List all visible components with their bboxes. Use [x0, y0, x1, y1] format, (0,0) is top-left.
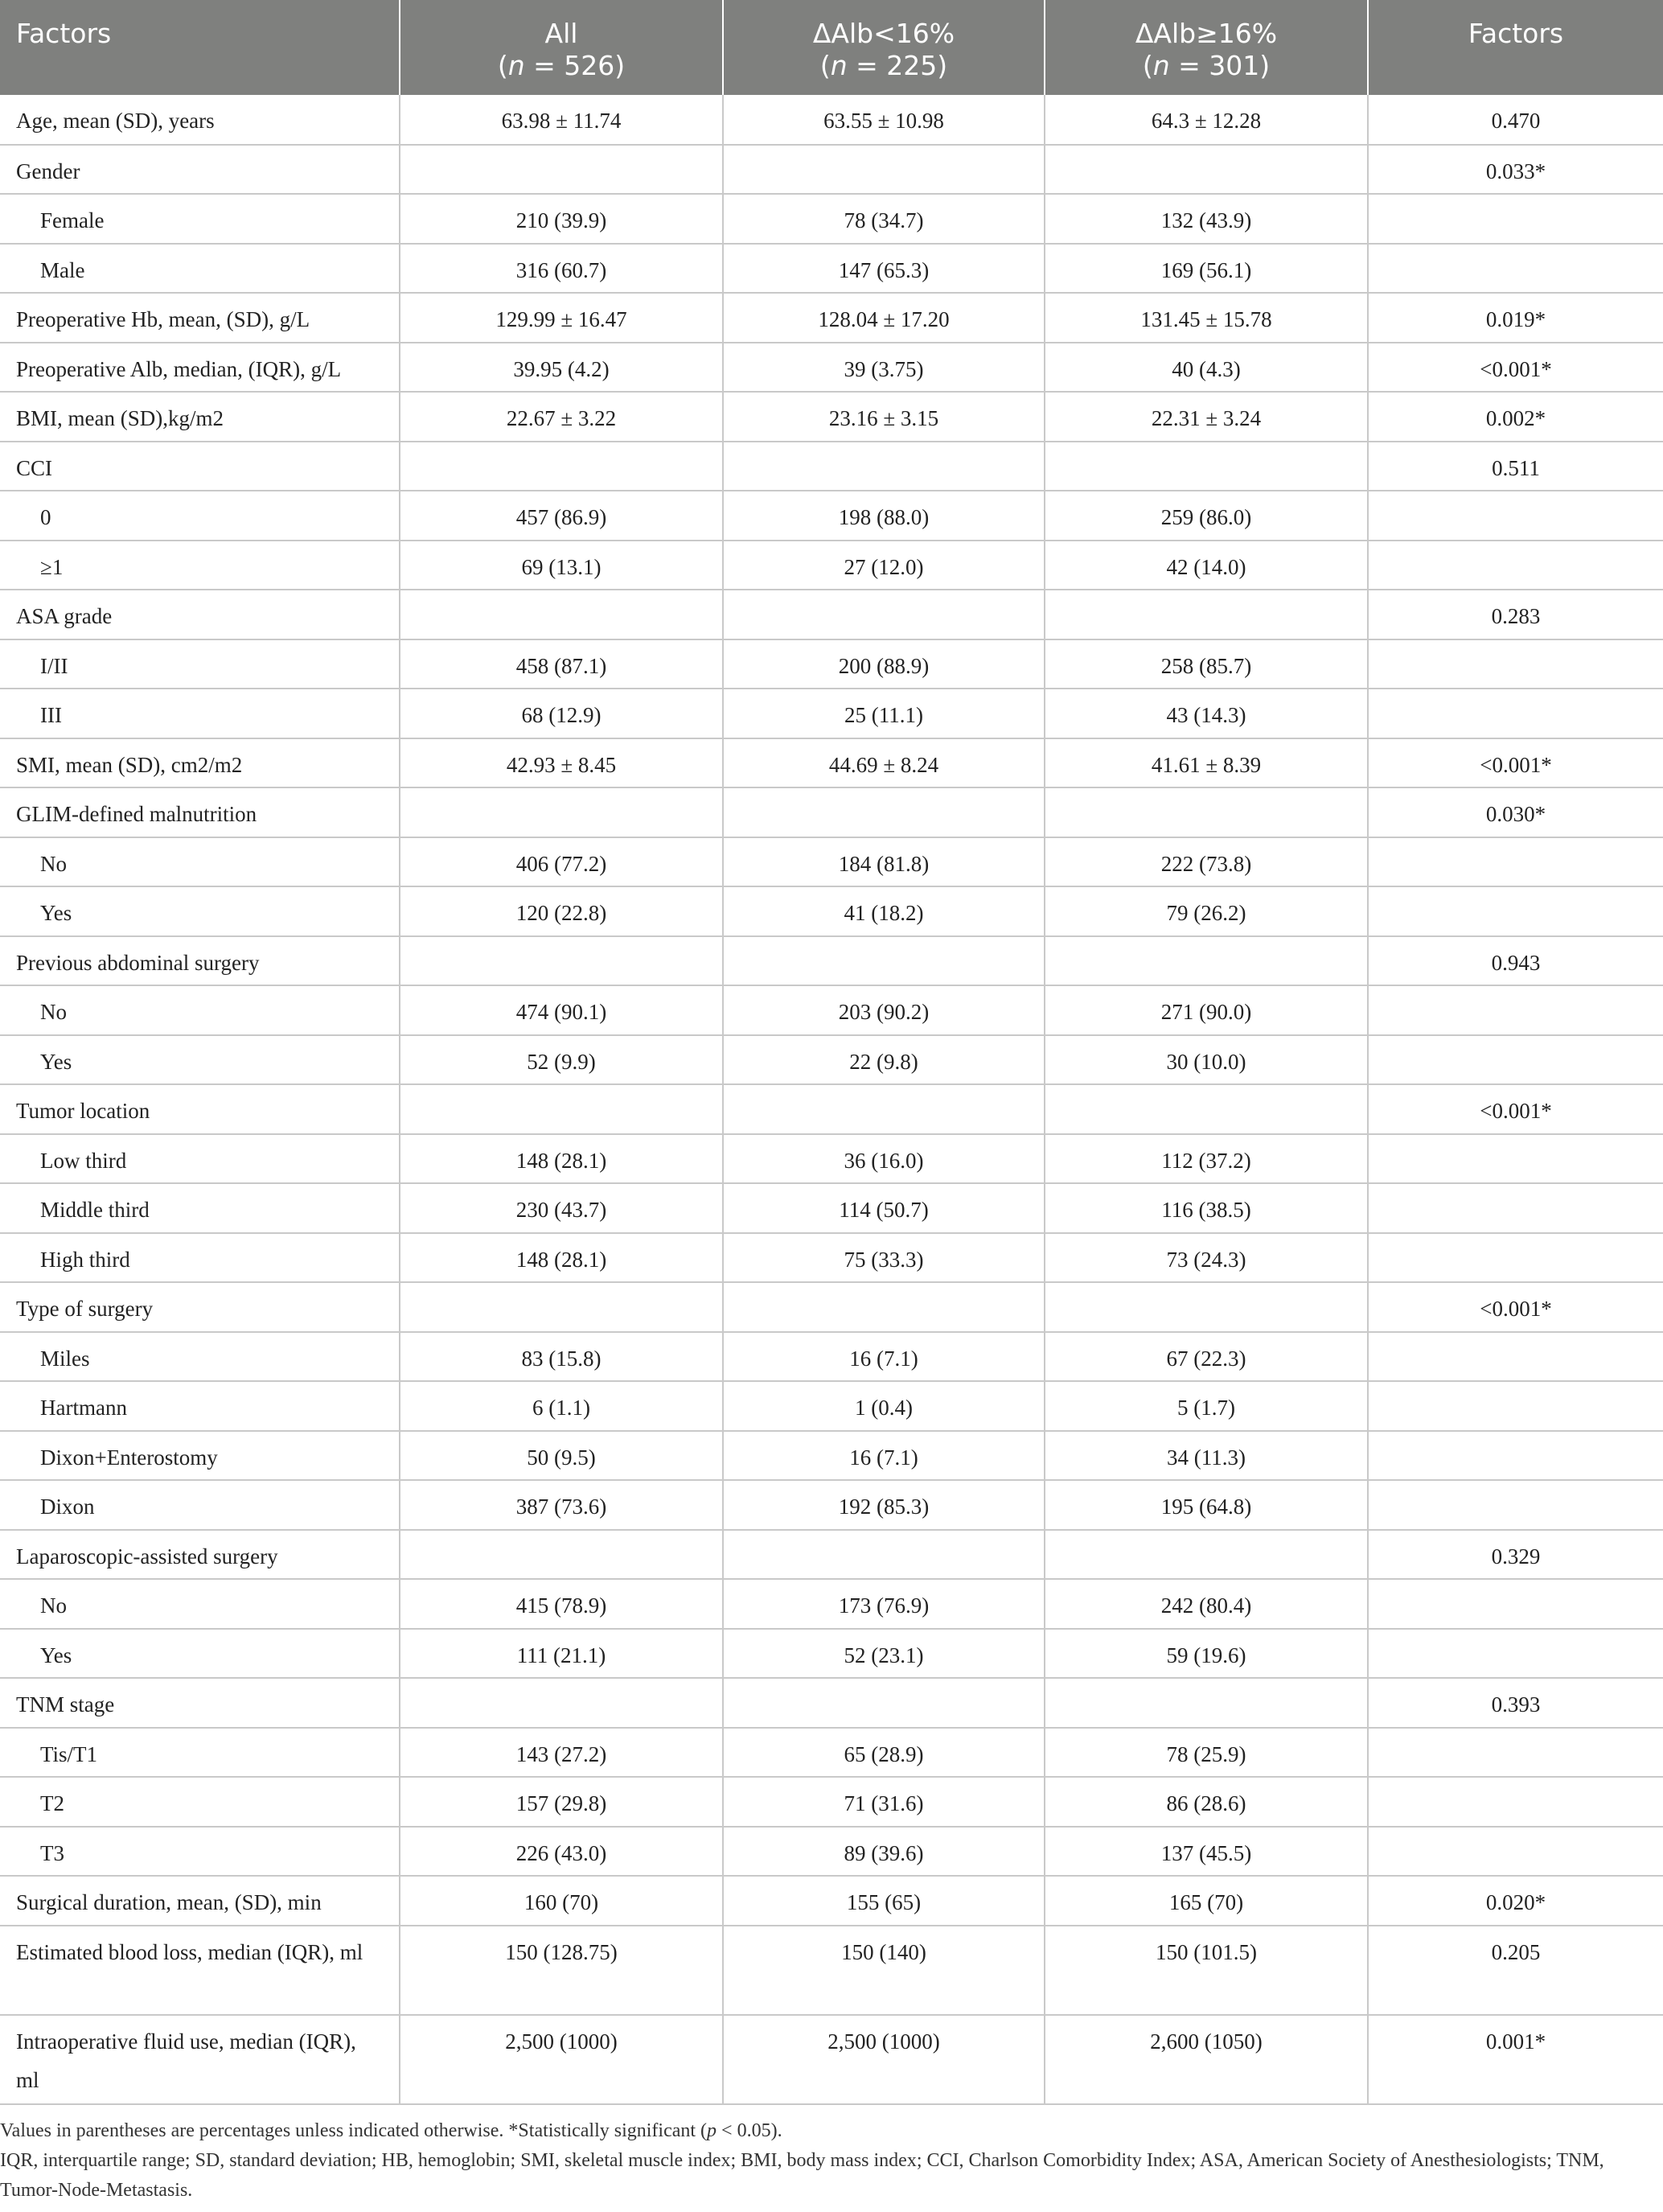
p-value-cell: [1368, 1134, 1663, 1184]
p-value-cell: 0.205: [1368, 1926, 1663, 2015]
all-cell: 230 (43.7): [400, 1183, 723, 1233]
p-value-cell: [1368, 1480, 1663, 1530]
table-row: [0, 1084, 1663, 1134]
dalb-lt16-cell: 36 (16.0): [723, 1134, 1045, 1184]
table-row: [0, 392, 1663, 442]
table-row: [0, 541, 1663, 590]
table-row: [0, 886, 1663, 936]
all-cell: 148 (28.1): [400, 1233, 723, 1283]
table-row: [0, 1431, 1663, 1481]
p-value-cell: 0.393: [1368, 1678, 1663, 1728]
all-cell: 120 (22.8): [400, 886, 723, 936]
dalb-lt16-cell: 63.55 ± 10.98: [723, 95, 1045, 145]
dalb-ge16-cell: 34 (11.3): [1045, 1431, 1368, 1481]
header-all: All (n = 526): [400, 0, 723, 95]
factor-cell: ASA grade: [0, 590, 400, 639]
factor-cell: Age, mean (SD), years: [0, 95, 400, 145]
dalb-ge16-cell: 131.45 ± 15.78: [1045, 293, 1368, 343]
p-value-cell: [1368, 886, 1663, 936]
header-factors: Factors: [0, 0, 400, 95]
all-cell: 415 (78.9): [400, 1579, 723, 1629]
factor-cell: Dixon+Enterostomy: [0, 1431, 400, 1481]
factor-cell: SMI, mean (SD), cm2/m2: [0, 738, 400, 788]
dalb-lt16-cell: [723, 590, 1045, 639]
factor-cell: TNM stage: [0, 1678, 400, 1728]
dalb-lt16-cell: [723, 787, 1045, 837]
dalb-ge16-cell: 165 (70): [1045, 1876, 1368, 1926]
p-value-cell: 0.020*: [1368, 1876, 1663, 1926]
dalb-lt16-cell: 2,500 (1000): [723, 2015, 1045, 2104]
factor-cell: ≥1: [0, 541, 400, 590]
p-value-cell: [1368, 1233, 1663, 1283]
p-value-cell: [1368, 639, 1663, 689]
dalb-ge16-cell: 42 (14.0): [1045, 541, 1368, 590]
all-cell: 68 (12.9): [400, 689, 723, 738]
all-cell: 50 (9.5): [400, 1431, 723, 1481]
dalb-lt16-cell: [723, 936, 1045, 986]
dalb-ge16-cell: [1045, 590, 1368, 639]
factor-cell: I/II: [0, 639, 400, 689]
header-dalb-lt16: ΔAlb<16% (n = 225): [723, 0, 1045, 95]
factor-cell: Yes: [0, 886, 400, 936]
dalb-lt16-cell: 147 (65.3): [723, 244, 1045, 294]
dalb-lt16-cell: 25 (11.1): [723, 689, 1045, 738]
table-row: [0, 1579, 1663, 1629]
table-row: [0, 1876, 1663, 1926]
table-row: [0, 1678, 1663, 1728]
all-cell: 39.95 (4.2): [400, 343, 723, 393]
factor-cell: Preoperative Hb, mean, (SD), g/L: [0, 293, 400, 343]
p-value-cell: [1368, 1777, 1663, 1827]
factor-cell: Low third: [0, 1134, 400, 1184]
dalb-ge16-cell: 67 (22.3): [1045, 1332, 1368, 1382]
p-value-cell: [1368, 1332, 1663, 1382]
all-cell: 406 (77.2): [400, 837, 723, 887]
all-cell: 69 (13.1): [400, 541, 723, 590]
table-row: [0, 244, 1663, 294]
all-cell: [400, 787, 723, 837]
all-cell: 6 (1.1): [400, 1381, 723, 1431]
p-value-cell: [1368, 541, 1663, 590]
dalb-ge16-cell: 116 (38.5): [1045, 1183, 1368, 1233]
p-value-cell: [1368, 1381, 1663, 1431]
dalb-lt16-cell: 155 (65): [723, 1876, 1045, 1926]
dalb-lt16-cell: [723, 145, 1045, 195]
table-row: [0, 442, 1663, 491]
dalb-ge16-cell: 112 (37.2): [1045, 1134, 1368, 1184]
factor-cell: Surgical duration, mean, (SD), min: [0, 1876, 400, 1926]
dalb-lt16-cell: 128.04 ± 17.20: [723, 293, 1045, 343]
factor-cell: No: [0, 985, 400, 1035]
all-cell: 150 (128.75): [400, 1926, 723, 2015]
table-row: [0, 1282, 1663, 1332]
factor-cell: No: [0, 1579, 400, 1629]
table-row: [0, 1332, 1663, 1382]
table-row: [0, 293, 1663, 343]
dalb-ge16-cell: [1045, 145, 1368, 195]
p-value-cell: [1368, 1728, 1663, 1778]
all-cell: 2,500 (1000): [400, 2015, 723, 2104]
table-row: [0, 1183, 1663, 1233]
dalb-ge16-cell: 78 (25.9): [1045, 1728, 1368, 1778]
all-cell: 210 (39.9): [400, 194, 723, 244]
dalb-lt16-cell: 65 (28.9): [723, 1728, 1045, 1778]
dalb-lt16-cell: 78 (34.7): [723, 194, 1045, 244]
all-cell: [400, 590, 723, 639]
dalb-lt16-cell: 1 (0.4): [723, 1381, 1045, 1431]
factor-cell: T3: [0, 1827, 400, 1877]
dalb-ge16-cell: [1045, 787, 1368, 837]
p-value-cell: [1368, 194, 1663, 244]
dalb-lt16-cell: 22 (9.8): [723, 1035, 1045, 1085]
p-value-cell: 0.033*: [1368, 145, 1663, 195]
dalb-ge16-cell: 41.61 ± 8.39: [1045, 738, 1368, 788]
p-value-cell: [1368, 491, 1663, 541]
factor-cell: BMI, mean (SD),kg/m2: [0, 392, 400, 442]
table-row: [0, 1530, 1663, 1580]
factor-cell: Hartmann: [0, 1381, 400, 1431]
footnote-abbreviations: IQR, interquartile range; SD, standard deviation; HB, hemoglobin; SMI, skeletal muscle index; BMI, body mass index; CCI, Charlson Comorbidity Index; ASA, American Society of Anesthesiologists; TNM, Tumor-Node-Metastasis.: [0, 2149, 1604, 2201]
all-cell: 226 (43.0): [400, 1827, 723, 1877]
all-cell: 316 (60.7): [400, 244, 723, 294]
dalb-ge16-cell: 258 (85.7): [1045, 639, 1368, 689]
p-value-cell: 0.019*: [1368, 293, 1663, 343]
all-cell: 63.98 ± 11.74: [400, 95, 723, 145]
table-row: [0, 1035, 1663, 1085]
p-value-cell: <0.001*: [1368, 343, 1663, 393]
table-row: [0, 1777, 1663, 1827]
dalb-ge16-cell: [1045, 1084, 1368, 1134]
p-value-cell: 0.329: [1368, 1530, 1663, 1580]
table-row: [0, 491, 1663, 541]
all-cell: [400, 145, 723, 195]
all-cell: [400, 1678, 723, 1728]
dalb-ge16-cell: 30 (10.0): [1045, 1035, 1368, 1085]
all-cell: 387 (73.6): [400, 1480, 723, 1530]
p-value-cell: 0.030*: [1368, 787, 1663, 837]
dalb-ge16-cell: 137 (45.5): [1045, 1827, 1368, 1877]
factor-cell: Preoperative Alb, median, (IQR), g/L: [0, 343, 400, 393]
dalb-lt16-cell: 173 (76.9): [723, 1579, 1045, 1629]
table-row: [0, 787, 1663, 837]
all-cell: [400, 1084, 723, 1134]
p-value-cell: 0.002*: [1368, 392, 1663, 442]
all-cell: 111 (21.1): [400, 1629, 723, 1679]
all-cell: [400, 936, 723, 986]
factor-cell: Yes: [0, 1035, 400, 1085]
all-cell: 457 (86.9): [400, 491, 723, 541]
factor-cell: Tis/T1: [0, 1728, 400, 1778]
table-row: [0, 194, 1663, 244]
factor-cell: No: [0, 837, 400, 887]
dalb-lt16-cell: 41 (18.2): [723, 886, 1045, 936]
dalb-ge16-cell: [1045, 936, 1368, 986]
all-cell: 143 (27.2): [400, 1728, 723, 1778]
factor-cell: Female: [0, 194, 400, 244]
p-value-cell: 0.511: [1368, 442, 1663, 491]
factor-cell: Tumor location: [0, 1084, 400, 1134]
table-row: [0, 1381, 1663, 1431]
dalb-ge16-cell: [1045, 1530, 1368, 1580]
dalb-ge16-cell: 271 (90.0): [1045, 985, 1368, 1035]
factor-cell: III: [0, 689, 400, 738]
table-row: [0, 1134, 1663, 1184]
all-cell: [400, 1530, 723, 1580]
dalb-ge16-cell: [1045, 442, 1368, 491]
dalb-ge16-cell: 73 (24.3): [1045, 1233, 1368, 1283]
all-cell: 22.67 ± 3.22: [400, 392, 723, 442]
p-value-cell: 0.001*: [1368, 2015, 1663, 2104]
dalb-ge16-cell: 132 (43.9): [1045, 194, 1368, 244]
factor-cell: Intraoperative fluid use, median (IQR), ml: [0, 2015, 400, 2104]
p-value-cell: [1368, 1579, 1663, 1629]
all-cell: 42.93 ± 8.45: [400, 738, 723, 788]
dalb-lt16-cell: [723, 1084, 1045, 1134]
dalb-lt16-cell: 150 (140): [723, 1926, 1045, 2015]
dalb-lt16-cell: 75 (33.3): [723, 1233, 1045, 1283]
dalb-lt16-cell: 16 (7.1): [723, 1332, 1045, 1382]
dalb-ge16-cell: 43 (14.3): [1045, 689, 1368, 738]
dalb-lt16-cell: 192 (85.3): [723, 1480, 1045, 1530]
all-cell: [400, 442, 723, 491]
factor-cell: Laparoscopic-assisted surgery: [0, 1530, 400, 1580]
dalb-lt16-cell: 52 (23.1): [723, 1629, 1045, 1679]
factor-cell: Middle third: [0, 1183, 400, 1233]
factor-cell: T2: [0, 1777, 400, 1827]
p-value-cell: <0.001*: [1368, 738, 1663, 788]
dalb-lt16-cell: 23.16 ± 3.15: [723, 392, 1045, 442]
table-row: [0, 95, 1663, 145]
p-value-cell: <0.001*: [1368, 1084, 1663, 1134]
dalb-ge16-cell: 150 (101.5): [1045, 1926, 1368, 2015]
dalb-lt16-cell: [723, 1530, 1045, 1580]
p-value-cell: [1368, 244, 1663, 294]
table-row: [0, 837, 1663, 887]
dalb-lt16-cell: [723, 442, 1045, 491]
p-value-cell: 0.943: [1368, 936, 1663, 986]
dalb-ge16-cell: 79 (26.2): [1045, 886, 1368, 936]
table-row: [0, 1728, 1663, 1778]
all-cell: [400, 1282, 723, 1332]
dalb-ge16-cell: 195 (64.8): [1045, 1480, 1368, 1530]
dalb-ge16-cell: [1045, 1678, 1368, 1728]
p-value-cell: [1368, 1431, 1663, 1481]
dalb-ge16-cell: 59 (19.6): [1045, 1629, 1368, 1679]
factor-cell: 0: [0, 491, 400, 541]
header-dalb-ge16: ΔAlb≥16% (n = 301): [1045, 0, 1368, 95]
dalb-ge16-cell: 2,600 (1050): [1045, 2015, 1368, 2104]
table-row: [0, 1233, 1663, 1283]
p-value-cell: [1368, 689, 1663, 738]
dalb-lt16-cell: 203 (90.2): [723, 985, 1045, 1035]
factor-cell: Type of surgery: [0, 1282, 400, 1332]
factor-cell: Gender: [0, 145, 400, 195]
all-cell: 157 (29.8): [400, 1777, 723, 1827]
dalb-lt16-cell: 184 (81.8): [723, 837, 1045, 887]
dalb-ge16-cell: 169 (56.1): [1045, 244, 1368, 294]
all-cell: 148 (28.1): [400, 1134, 723, 1184]
p-value-cell: [1368, 837, 1663, 887]
all-cell: 83 (15.8): [400, 1332, 723, 1382]
table-row: [0, 2015, 1663, 2104]
all-cell: 129.99 ± 16.47: [400, 293, 723, 343]
table-row: [0, 1926, 1663, 2015]
footnote-line-1: Values in parentheses are percentages unless indicated otherwise. *Statistically significant (p < 0.05).: [0, 2119, 782, 2141]
p-value-cell: [1368, 1629, 1663, 1679]
dalb-lt16-cell: 71 (31.6): [723, 1777, 1045, 1827]
p-value-cell: [1368, 1183, 1663, 1233]
table-header: [0, 0, 1663, 95]
dalb-ge16-cell: 222 (73.8): [1045, 837, 1368, 887]
factor-cell: Dixon: [0, 1480, 400, 1530]
p-value-cell: <0.001*: [1368, 1282, 1663, 1332]
table-row: [0, 590, 1663, 639]
table-row: [0, 1827, 1663, 1877]
factor-cell: Previous abdominal surgery: [0, 936, 400, 986]
p-value-cell: 0.470: [1368, 95, 1663, 145]
table-row: [0, 689, 1663, 738]
table-footnote: [0, 2105, 1663, 2206]
dalb-lt16-cell: 89 (39.6): [723, 1827, 1045, 1877]
dalb-lt16-cell: 16 (7.1): [723, 1431, 1045, 1481]
all-cell: 52 (9.9): [400, 1035, 723, 1085]
factor-cell: Male: [0, 244, 400, 294]
table-row: [0, 1480, 1663, 1530]
dalb-lt16-cell: 198 (88.0): [723, 491, 1045, 541]
table-row: [0, 985, 1663, 1035]
p-value-cell: [1368, 1827, 1663, 1877]
dalb-lt16-cell: 44.69 ± 8.24: [723, 738, 1045, 788]
factor-cell: Estimated blood loss, median (IQR), ml: [0, 1926, 400, 2015]
table-row: [0, 1629, 1663, 1679]
dalb-lt16-cell: [723, 1678, 1045, 1728]
all-cell: 458 (87.1): [400, 639, 723, 689]
dalb-ge16-cell: 64.3 ± 12.28: [1045, 95, 1368, 145]
factor-cell: GLIM-defined malnutrition: [0, 787, 400, 837]
factor-cell: Miles: [0, 1332, 400, 1382]
dalb-ge16-cell: 242 (80.4): [1045, 1579, 1368, 1629]
factor-cell: CCI: [0, 442, 400, 491]
table-row: [0, 738, 1663, 788]
dalb-ge16-cell: 22.31 ± 3.24: [1045, 392, 1368, 442]
all-cell: 474 (90.1): [400, 985, 723, 1035]
table-row: [0, 343, 1663, 393]
dalb-lt16-cell: 27 (12.0): [723, 541, 1045, 590]
dalb-lt16-cell: 39 (3.75): [723, 343, 1045, 393]
dalb-lt16-cell: 200 (88.9): [723, 639, 1045, 689]
p-value-cell: [1368, 985, 1663, 1035]
factor-cell: Yes: [0, 1629, 400, 1679]
all-cell: 160 (70): [400, 1876, 723, 1926]
dalb-ge16-cell: 5 (1.7): [1045, 1381, 1368, 1431]
factor-cell: High third: [0, 1233, 400, 1283]
table-row: [0, 936, 1663, 986]
dalb-ge16-cell: [1045, 1282, 1368, 1332]
table-body: [0, 95, 1663, 2104]
dalb-lt16-cell: 114 (50.7): [723, 1183, 1045, 1233]
dalb-lt16-cell: [723, 1282, 1045, 1332]
table-row: [0, 639, 1663, 689]
dalb-ge16-cell: 40 (4.3): [1045, 343, 1368, 393]
table-row: [0, 145, 1663, 195]
p-value-cell: 0.283: [1368, 590, 1663, 639]
dalb-ge16-cell: 259 (86.0): [1045, 491, 1368, 541]
p-value-cell: [1368, 1035, 1663, 1085]
dalb-ge16-cell: 86 (28.6): [1045, 1777, 1368, 1827]
header-p-value: Factors: [1368, 0, 1663, 95]
